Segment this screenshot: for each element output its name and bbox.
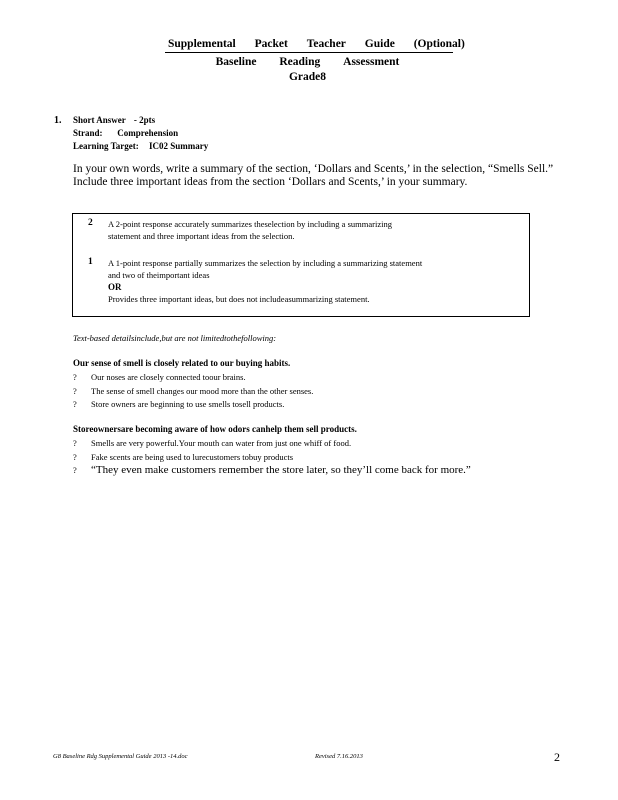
item-type-label: Short Answer [73, 115, 126, 125]
bullet-glyph: ? [73, 465, 77, 475]
title-word: Teacher [306, 38, 346, 50]
bullet-text: The sense of smell changes our mood more than the other senses. [91, 385, 314, 396]
bullet-glyph: ? [73, 372, 77, 382]
bullet-glyph: ? [73, 451, 77, 462]
bullet-text: Our noses are closely connected toour brains. [91, 372, 246, 382]
subtitle-word: Baseline [215, 56, 257, 68]
title-word: Guide [364, 38, 395, 50]
target-value: IC02 Summary [149, 141, 209, 151]
rubric-line: Provides three important ideas, but does not includeasummarizing statement. [108, 294, 370, 304]
bullet-glyph: ? [73, 399, 77, 409]
rubric-line: and two of theimportant ideas [108, 270, 210, 280]
rubric-score-1: 1 [88, 257, 93, 267]
rubric-line: A 1-point response partially summarizes the selection by including a summarizing statement [108, 258, 423, 268]
bullet-glyph: ? [73, 385, 77, 396]
strand-value: Comprehension [117, 128, 179, 138]
list-item [73, 385, 313, 399]
details-note: Text-based detailsinclude,but are not limitedtothefollowing: [73, 333, 277, 343]
idea-group-title: Our sense of smell is closely related to our buying habits. [73, 358, 291, 368]
item-learning-target [73, 141, 208, 151]
idea-bullet-list [73, 437, 471, 478]
rubric-desc-2 [108, 218, 518, 242]
title-word: Supplemental [168, 38, 236, 50]
title-word: Packet [254, 38, 288, 50]
list-item [73, 437, 471, 451]
title-word: (Optional) [413, 38, 465, 50]
target-label: Learning Target: [73, 141, 139, 151]
page-number: 2 [554, 750, 560, 764]
bullet-text: Fake scents are being used to lurecustomers tobuy products [91, 451, 294, 462]
bullet-text: “They even make customers remember the store later, so they’ll come back for more.” [91, 464, 471, 476]
subtitle-word: Assessment [343, 56, 400, 68]
bullet-text: Store owners are beginning to use smells tosell products. [91, 399, 285, 409]
idea-group-title: Storeownersare becoming aware of how odors canhelp them sell products. [73, 424, 357, 434]
item-number: 1. [54, 115, 62, 126]
list-item [73, 464, 471, 478]
document-title [160, 38, 465, 50]
footer-filename: G8 Baseline Rdg Supplemental Guide 2013 -14.doc [53, 753, 188, 760]
grade-label: Grade8 [288, 71, 327, 83]
document-subtitle [160, 56, 455, 68]
question-prompt [73, 163, 563, 189]
list-item [73, 451, 471, 465]
footer-revised: Revised 7.16.2013 [315, 753, 363, 760]
item-type-value: - 2pts [133, 115, 156, 125]
subtitle-word: Reading [279, 56, 321, 68]
rubric-score-2: 2 [88, 218, 93, 228]
prompt-line: Include three important ideas from the section ‘Dollars and Scents,’ in your summary. [73, 176, 468, 188]
item-type [73, 115, 155, 125]
prompt-line: In your own words, write a summary of the section, ‘Dollars and Scents,’ in the selection, “Smells Sell.” [73, 163, 554, 175]
strand-label: Strand: [73, 128, 103, 138]
rubric-desc-1 [108, 257, 518, 305]
idea-bullet-list [73, 371, 313, 412]
rubric-line: statement and three important ideas from the selection. [108, 231, 295, 241]
rubric-or: OR [108, 282, 122, 292]
bullet-glyph: ? [73, 438, 77, 448]
title-underline [165, 52, 453, 53]
rubric-line: A 2-point response accurately summarizes theselection by including a summarizing [108, 219, 392, 229]
list-item [73, 398, 313, 412]
list-item [73, 371, 313, 385]
item-strand [73, 128, 178, 138]
scoring-rubric-box [72, 213, 530, 317]
bullet-text: Smells are very powerful.Your mouth can water from just one whiff of food. [91, 438, 352, 448]
